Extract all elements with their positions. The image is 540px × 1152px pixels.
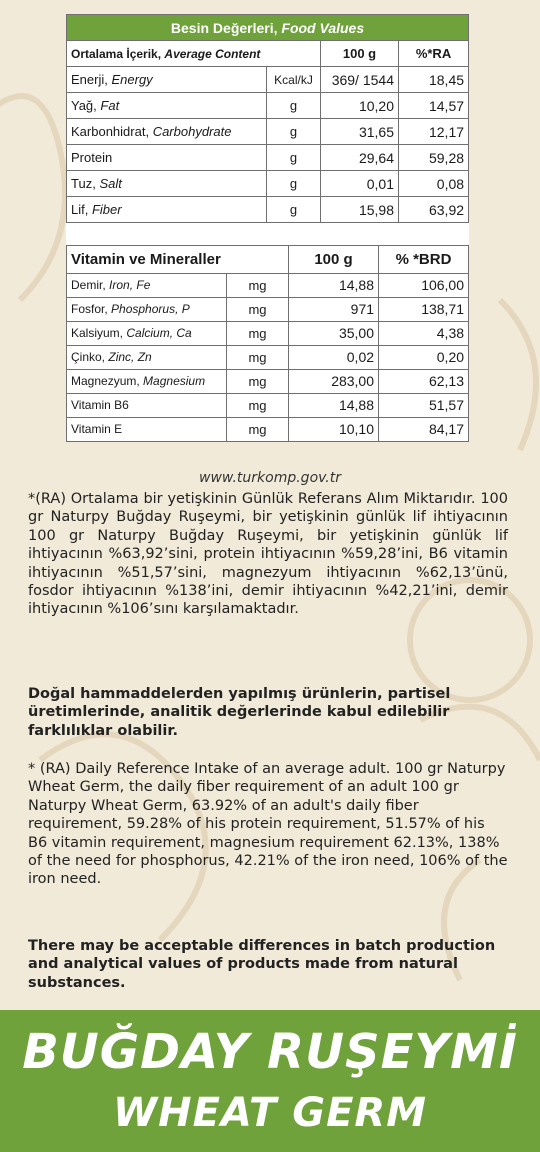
vitamin-value: 14,88 [289, 273, 379, 297]
nutrient-unit: Kcal/kJ [267, 67, 321, 93]
nutrient-name: Tuz, Salt [67, 171, 267, 197]
per-100g-header: 100 g [321, 41, 399, 67]
nutrient-value: 31,65 [321, 119, 399, 145]
nutrient-name: Protein [67, 145, 267, 171]
nutrient-unit: g [267, 145, 321, 171]
vitamin-value: 283,00 [289, 369, 379, 393]
vitamin-unit: mg [227, 369, 289, 393]
vitamin-unit: mg [227, 345, 289, 369]
vitamin-name: Vitamin E [67, 417, 227, 441]
vitamin-unit: mg [227, 321, 289, 345]
food-row [67, 119, 469, 145]
vitamin-brd: 106,00 [379, 273, 469, 297]
nutrient-value: 29,64 [321, 145, 399, 171]
nutrient-unit: g [267, 197, 321, 223]
vitamin-name: Magnezyum, Magnesium [67, 369, 227, 393]
vitamin-name: Vitamin B6 [67, 393, 227, 417]
vitamin-unit: mg [227, 393, 289, 417]
vitamin-row [67, 393, 469, 417]
nutrient-ra: 59,28 [399, 145, 469, 171]
product-title-turkish: BUĞDAY RUŞEYMİ [22, 1024, 518, 1080]
vitamin-brd: 62,13 [379, 369, 469, 393]
nutrient-value: 369/ 1544 [321, 67, 399, 93]
vitamin-value: 0,02 [289, 345, 379, 369]
product-title-english: WHEAT GERM [112, 1090, 428, 1136]
nutrient-unit: g [267, 171, 321, 197]
vitamin-brd: 4,38 [379, 321, 469, 345]
nutrient-ra: 18,45 [399, 67, 469, 93]
average-content-label: Ortalama İçerik, Average Content [67, 41, 321, 67]
brd-header: % *BRD [379, 245, 469, 273]
nutrient-ra: 14,57 [399, 93, 469, 119]
vitamin-name: Fosfor, Phosphorus, P [67, 297, 227, 321]
nutrient-unit: g [267, 93, 321, 119]
vitamin-row [67, 321, 469, 345]
food-row [67, 197, 469, 223]
vitamin-row [67, 297, 469, 321]
vitamin-minerals-label: Vitamin ve Mineraller [67, 245, 289, 273]
vitamin-value: 14,88 [289, 393, 379, 417]
vitamin-minerals-table [66, 245, 469, 442]
nutrient-value: 15,98 [321, 197, 399, 223]
vitamin-per-100g-header: 100 g [289, 245, 379, 273]
nutrition-panel [66, 14, 468, 442]
vitamin-name: Kalsiyum, Calcium, Ca [67, 321, 227, 345]
vitamin-row [67, 417, 469, 441]
food-row [67, 145, 469, 171]
vitamin-brd: 138,71 [379, 297, 469, 321]
food-values-title: Besin Değerleri, Food Values [67, 15, 469, 41]
vitamin-row [67, 369, 469, 393]
vitamin-unit: mg [227, 273, 289, 297]
nutrient-ra: 63,92 [399, 197, 469, 223]
nutrient-unit: g [267, 119, 321, 145]
source-url: www.turkomp.gov.tr [199, 470, 341, 486]
ra-header: %*RA [399, 41, 469, 67]
food-row [67, 67, 469, 93]
note-turkish: *(RA) Ortalama bir yetişkinin Günlük Referans Alım Miktarıdır. 100 gr Naturpy Buğday Ruşeymi, bir yetişkinin günlük lif ihtiyacının 100 gr Naturpy Buğday Ruşeymi, bir yetişkinin günlük lif ihtiyacının %63,92’sini, protein ihtiyacının %59,28’ini, B6 vitamin ihtiyacının %51,57’sini, magnezyum ihtiyacının %62,13’ünü, fosdor ihtiyacının %138’ini, demir ihtiyacının %42,21’ini, demir ihtiyacının %106’sını karşılamaktadır. [28, 491, 508, 618]
vitamin-brd: 0,20 [379, 345, 469, 369]
vitamin-value: 10,10 [289, 417, 379, 441]
vitamin-row [67, 345, 469, 369]
vitamin-value: 971 [289, 297, 379, 321]
nutrient-ra: 12,17 [399, 119, 469, 145]
food-row [67, 171, 469, 197]
vitamin-name: Demir, Iron, Fe [67, 273, 227, 297]
warning-english: There may be acceptable differences in batch production and analytical values of products made from natural substances. [28, 938, 496, 991]
nutrient-name: Yağ, Fat [67, 93, 267, 119]
vitamin-brd: 84,17 [379, 417, 469, 441]
vitamin-unit: mg [227, 417, 289, 441]
vitamin-unit: mg [227, 297, 289, 321]
nutrient-value: 10,20 [321, 93, 399, 119]
note-english: * (RA) Daily Reference Intake of an average adult. 100 gr Naturpy Wheat Germ, the daily fiber requirement of an adult 100 gr Naturpy Wheat Germ, 63.92% of an adult's daily fiber requirement, 59.28% of his protein requirement, 51.57% of his B6 vitamin requirement, magnesium requirement 62.13%, 138% of the need for phosphorus, 42.21% of the iron need, 106% of the iron need. [28, 761, 508, 888]
vitamin-brd: 51,57 [379, 393, 469, 417]
food-values-table [66, 14, 469, 245]
vitamin-value: 35,00 [289, 321, 379, 345]
vitamin-row [67, 273, 469, 297]
nutrient-name: Karbonhidrat, Carbohydrate [67, 119, 267, 145]
vitamin-name: Çinko, Zinc, Zn [67, 345, 227, 369]
warning-turkish: Doğal hammaddelerden yapılmış ürünlerin, partisel üretimlerinde, analitik değerlerinde kabul edilebilir farklılıklar olabilir. [28, 686, 451, 739]
nutrient-ra: 0,08 [399, 171, 469, 197]
nutrient-name: Enerji, Energy [67, 67, 267, 93]
vitamin-header [67, 245, 469, 273]
food-row [67, 93, 469, 119]
nutrient-name: Lif, Fiber [67, 197, 267, 223]
food-values-header [67, 41, 469, 67]
nutrient-value: 0,01 [321, 171, 399, 197]
